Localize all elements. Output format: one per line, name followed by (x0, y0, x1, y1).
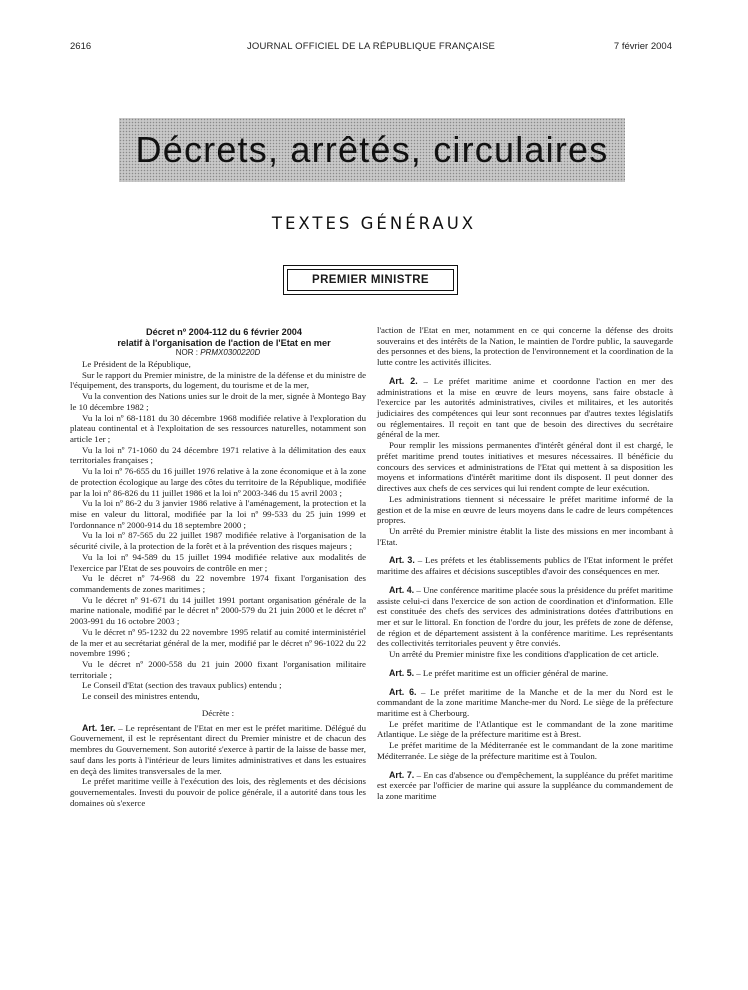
article-text: Le préfet maritime de l'Atlantique est le commandant de la zone maritime Atlantique. Le siège de la préfecture maritime est à Brest. (377, 718, 673, 740)
right-column (377, 325, 673, 802)
article-paragraph (377, 770, 673, 802)
banner-title: Décrets, arrêtés, circulaires (135, 129, 609, 170)
article-paragraph (70, 723, 366, 777)
article-number: Art. 1er. (82, 722, 116, 733)
article-text: – Les préfets et les établissements publics de l'Etat informent le préfet maritime des affaires et décisions susceptibles d'avoir des conséquences en mer. (377, 555, 673, 577)
decree-title-line2: relatif à l'organisation de l'action de l'Etat en mer (117, 337, 331, 348)
preamble-paragraph: Vu la loi nº 86-2 du 3 janvier 1986 relative à l'aménagement, la protection et la mise en valeur du littoral, modifiée par la loi nº 99-533 du 25 juin 1999 et l'ordonnance nº 2000-914 du 18 septembre 2000 ; (70, 498, 366, 530)
preamble-paragraph: Vu le décret nº 74-968 du 22 novembre 1974 fixant l'organisation des commandements de zones maritimes ; (70, 573, 366, 594)
decree-title-line1: Décret nº 2004-112 du 6 février 2004 (145, 327, 303, 337)
article-text: Les administrations tiennent si nécessaire le préfet maritime informé de la gestion et de la mise en œuvre de leurs moyens dans le cadre de leurs compétences propres. (377, 493, 673, 526)
nor-code: PRMX0300220D (200, 348, 261, 358)
article-number: Art. 7. (389, 769, 415, 780)
article-text: – En cas d'absence ou d'empêchement, la suppléance du préfet maritime est exercée par l'officier de marine qui assure la suppléance du commandement de la zone maritime (377, 769, 673, 802)
preamble-paragraph: Vu la loi nº 87-565 du 22 juillet 1987 modifiée relative à l'organisation de la sécurité civile, à la protection de la forêt et à la prévention des risques majeurs ; (70, 530, 366, 552)
ministry-box (283, 265, 458, 295)
article-number: Art. 2. (389, 375, 418, 386)
ministry-label: PREMIER MINISTRE (312, 274, 429, 286)
preamble-paragraph: Vu le décret nº 2000-558 du 21 juin 2000 fixant l'organisation militaire territoriale ; (70, 659, 366, 680)
preamble-paragraph: Vu la loi nº 76-655 du 16 juillet 1976 relative à la zone économique et à la zone de protection écologique au large des côtes du territoire de la République, modifiée par la loi nº 86-826 du 11 juillet 1986 et la loi nº 2003-346 du 15 avril 2003 ; (70, 466, 366, 498)
left-articles (70, 723, 366, 809)
article-number: Art. 3. (389, 555, 415, 566)
article-text: l'action de l'Etat en mer, notamment en ce qui concerne la défense des droits souverains et des intérêts de la Nation, le maintien de l'ordre public, la sauvegarde des personnes et des biens, la protection de l'environnement et la coordination de la lutte contre les activités illicites. (377, 325, 673, 368)
decrete-line: Décrète : (201, 707, 235, 718)
nor-label: NOR : (175, 348, 198, 358)
preamble-paragraph: Vu la loi nº 94-589 du 15 juillet 1994 modifiée relative aux modalités de l'exercice par l'Etat de ses pouvoirs de contrôle en mer ; (70, 551, 366, 573)
body-paragraph (377, 440, 673, 494)
preamble-paragraph: Vu la convention des Nations unies sur le droit de la mer, signée à Montego Bay le 10 décembre 1982 ; (70, 391, 367, 412)
article-text: Le préfet maritime de la Méditerranée est le commandant de la zone maritime Méditerranée. Le siège de la préfecture maritime est à Toulon. (377, 740, 673, 761)
article-text: Un arrêté du Premier ministre fixe les conditions d'application de cet article. (389, 649, 659, 660)
article-text: – Une conférence maritime placée sous la présidence du préfet maritime assiste celui-ci dans l'exercice de son action de coordination et d'information. Elle est constituée des chefs des services des administrations dotées d'attributions en mer et sur le littoral. En fonction de l'ordre du jour, les préfets de zone de défense, de région et de département assistent à la conférence maritime. Les représentants des collectivités territoriales peuvent y être conviés. (377, 584, 673, 649)
page-number: 2616 (70, 41, 92, 52)
body-paragraph (377, 719, 673, 740)
preamble-paragraph: Vu la loi nº 68-1181 du 30 décembre 1968 modifiée relative à l'exploration du plateau continental et à l'exploitation de ses ressources naturelles, notamment son article 1er ; (70, 412, 366, 444)
section-banner (119, 118, 625, 182)
article-text: – Le préfet maritime est un officier général de marine. (414, 667, 609, 678)
article-paragraph (377, 376, 673, 440)
journal-title: JOURNAL OFFICIEL DE LA RÉPUBLIQUE FRANÇAISE (246, 41, 496, 52)
article-paragraph (377, 555, 673, 576)
running-header (70, 41, 672, 55)
article-text: Pour remplir les missions permanentes d'intérêt général dont il est chargé, le préfet maritime prend toutes initiatives et mesures nécessaires. Il bénéficie du concours des services et administrations de l'Etat qui mettent à sa disposition les moyens et informations d'intérêt maritime dont ils disposent. Il peut donner des directives aux chefs de ces services qui lui rendent compte de leur exécution. (377, 440, 673, 494)
preamble-paragraph: Le conseil des ministres entendu, (82, 691, 200, 702)
preamble-paragraph: Le Président de la République, (82, 358, 191, 369)
article-number: Art. 4. (389, 584, 415, 595)
article-text: – Le représentant de l'Etat en mer est le préfet maritime. Délégué du Gouvernement, il est le représentant direct du Premier ministre et de chacun des membres du Gouvernement. Son autorité s'exerce à partir de la laisse de basse mer, sauf dans les ports à l'intérieur de leurs limites administratives et dans les estuaires en deçà des limites transversales de la mer. (70, 722, 366, 776)
article-paragraph (377, 585, 673, 649)
article-paragraph (377, 668, 673, 679)
preamble-paragraph: Le Conseil d'Etat (section des travaux publics) entendu ; (82, 680, 282, 691)
article-text: Le préfet maritime veille à l'exécution des lois, des règlements et des décisions gouvernementales. Investi du pouvoir de police générale, il a autorité dans tous les domaines où s'exerce (70, 776, 366, 808)
preamble-paragraph: Vu le décret nº 91-671 du 14 juillet 1991 portant organisation générale de la marine nationale, modifié par le décret nº 2000-579 du 21 juin 2000 et le décret nº 2003-991 du 16 octobre 2003 ; (70, 594, 366, 627)
section-title: TEXTES GÉNÉRAUX (271, 214, 477, 233)
issue-date: 7 février 2004 (613, 41, 672, 52)
article-text: – Le préfet maritime anime et coordonne l'action en mer des administrations et la mise en œuvre de leurs moyens, sans faire obstacle à l'exercice par les autorités administratives, civiles et militaires, et les autorités judiciaires des compétences qui leur sont reconnues par d'autres textes législatifs ou réglementaires. Il reçoit en tant que de besoin des directives du secrétaire général de la mer. (377, 375, 673, 440)
preamble-paragraph: Sur le rapport du Premier ministre, de la ministre de la défense et du ministre de l'équipement, des transports, du logement, du tourisme et de la mer, (70, 369, 366, 391)
nor-line (70, 348, 366, 359)
article-number: Art. 6. (389, 686, 417, 697)
body-paragraph (377, 526, 673, 547)
article-text: Un arrêté du Premier ministre établit la liste des missions en mer incombant à l'Etat. (377, 525, 673, 547)
article-text: – Le préfet maritime de la Manche et de la mer du Nord est le commandant de la zone maritime Manche-mer du Nord. Le siège de la préfecture maritime est à Cherbourg. (377, 686, 673, 718)
article-paragraph (377, 687, 673, 719)
body-paragraph (377, 740, 673, 761)
left-column (70, 327, 366, 808)
body-paragraph (70, 776, 366, 808)
preamble (70, 359, 366, 702)
preamble-paragraph: Vu le décret nº 95-1232 du 22 novembre 1995 relatif au comité interministériel de la mer et au secrétariat général de la mer, modifié par le décret nº 96-1022 du 22 novembre 1996 ; (70, 626, 366, 659)
body-paragraph (377, 494, 673, 526)
body-paragraph (377, 325, 673, 368)
article-number: Art. 5. (389, 667, 415, 678)
preamble-paragraph: Vu la loi nº 71-1060 du 24 décembre 1971 relative à la délimitation des eaux territoriales françaises ; (70, 444, 366, 466)
body-paragraph (377, 649, 673, 660)
